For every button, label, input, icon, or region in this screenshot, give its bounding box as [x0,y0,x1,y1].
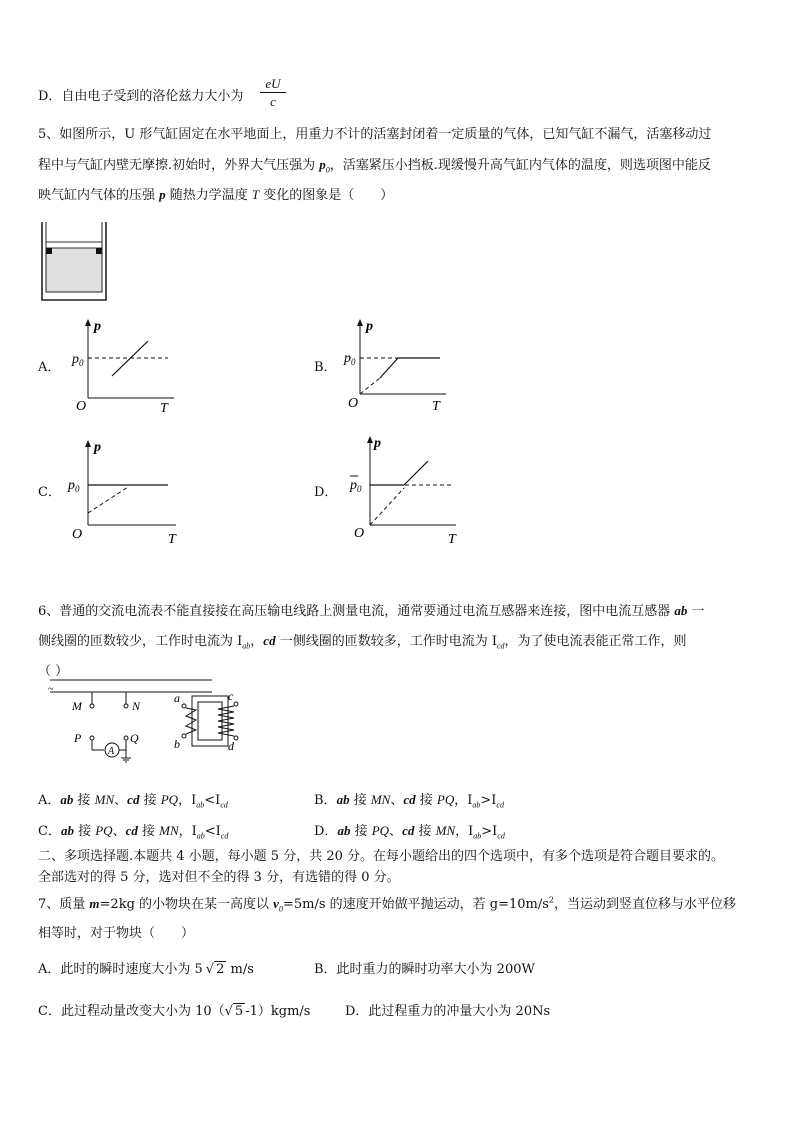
q5-graph-d [344,433,468,545]
terminal-d [234,736,238,740]
core-outer [192,696,228,746]
rising-segment [380,358,398,378]
q7-option-d: D．此过程重力的冲量大小为 20Ns [345,1004,551,1019]
terminal-m [90,704,94,708]
label-c: c [228,689,234,703]
y-arrow [85,440,91,447]
dashed-through-origin [370,488,404,525]
dashed-through-origin [360,378,380,394]
label-q: Q [130,731,139,745]
q6-option-a: A．ab 接 MN、cd 接 PQ，$I_{ab}<I_{cd}$ [38,792,228,810]
ammeter-label: A [108,746,115,757]
q5-graph-c [66,437,190,545]
q7-option-a: A．此时的瞬时速度大小为 5 √ 2 m/s [38,962,254,977]
terminal-q [124,736,128,740]
label-b: b [174,737,180,751]
q5-option-c-label: C． [38,485,61,500]
origin-o: O [348,396,359,411]
fraction-denominator: c [270,94,276,109]
terminal-p [90,736,94,740]
q6-option-c: C．ab 接 PQ、cd 接 MN，$I_{ab}<I_{cd}$ [38,823,229,841]
terminal-c [234,702,238,706]
y-arrow [367,436,373,443]
axis-t: T [448,532,456,547]
label-p: P [74,731,82,745]
q7-line-1: 7、质量 m=2kg 的小物块在某一高度以 $v_0=5m/s$ 的速度开始做平抛运动，若 $g=10m/s^2$，当运动到竖直位移与水平位移 [38,895,737,914]
section2-line-1: 二、多项选择题.本题共 4 小题，每小题 5 分，共 20 分。在每小题给出的四个选项中，有多个选项是符合题目要求的。 [38,849,725,864]
axis-p: p [94,319,101,334]
q5-option-a-label: A． [38,360,61,375]
q5-option-d-label: D． [314,485,338,500]
terminal-b [182,734,186,738]
piston [46,242,102,248]
coil-ab [186,708,196,734]
q5-graph-a [68,316,188,414]
fraction-numerator: eU [265,76,281,91]
q5-line-3: 映气缸内气体的压强 p 随热力学温度 T 变化的图象是（ ） [38,187,394,203]
axis-t: T [160,401,168,416]
q6-option-d: D．ab 接 PQ、cd 接 MN，$I_{ab}>I_{cd}$ [314,823,505,841]
q5-graph-b [342,316,462,414]
fraction-bar [260,92,286,93]
q6-line-1: 6、普通的交流电流表不能直接接在高压输电线路上测量电流，通常要通过电流互感器来连接，图中电流互感器 ab 一 [38,603,705,619]
q6-option-b: B．ab 接 MN、cd 接 PQ，$I_{ab}>I_{cd}$ [314,792,504,810]
axis-t: T [168,532,176,547]
label-p0: $p_0$ [68,478,80,494]
q4-fraction [258,76,288,109]
origin-o: O [72,527,83,542]
q6-line-3: （ ） [38,664,69,679]
q5-line-1: 5、如图所示，U 形气缸固定在水平地面上，用重力不计的活塞封闭着一定质量的气体，已知气缸不漏气，活塞移动过 [38,127,712,142]
q4-option-d [38,89,243,105]
label-p0: $p_0$ [72,352,84,368]
y-arrow [85,319,91,326]
q7-option-c: C．此过程动量改变大小为 10（√ 5 -1）kgm/s [38,1004,311,1019]
y-arrow [357,319,363,326]
axis-p: p [366,319,373,334]
q7-line-2: 相等时，对于物块（ ） [38,926,195,941]
ac-tilde: ~ [48,684,54,695]
q5-option-b-label: B． [314,360,337,375]
origin-o: O [76,399,87,414]
terminal-a [182,704,186,708]
label-p0: $p_0$ [350,478,362,494]
q4-option-d-text: D．自由电子受到的洛伦兹力大小为 [38,89,244,104]
axis-p: p [94,440,101,455]
coil-cd [218,706,234,736]
sqrt-sign: √ [224,1004,233,1019]
section2-line-2: 全部选对的得 5 分，选对但不全的得 3 分，有选错的得 0 分。 [38,870,400,885]
stopper-right [96,248,102,254]
rising-line [404,461,428,485]
u-cylinder-figure [38,220,110,304]
q6-line-2: 侧线圈的匝数较少，工作时电流为 $I_{ab}$，cd 一侧线圈的匝数较多，工作时电流为 $I_{cd}$，为了使电流表能正常工作，则 [38,633,687,651]
axis-p: p [374,436,381,451]
label-a: a [174,691,180,705]
dashed-through-origin [88,487,128,513]
sqrt-sign: √ [205,962,215,977]
label-d: d [228,739,234,753]
q5-line-2: 程中与气缸内壁无摩擦.初始时，外界大气压强为 $p_0$，活塞紧压小挡板.现缓慢升高气缸内气体的温度，则选项图中能反 [38,157,711,175]
label-m: M [72,699,82,713]
label-p0: $p_0$ [344,351,356,367]
stopper-left [46,248,52,254]
gas-region [46,248,102,292]
origin-o: O [354,526,365,541]
q7-option-b: B．此时重力的瞬时功率大小为 200W [314,962,535,977]
q6-circuit-diagram [42,676,252,768]
label-n: N [132,699,141,713]
axis-t: T [432,399,440,414]
terminal-n [124,704,128,708]
